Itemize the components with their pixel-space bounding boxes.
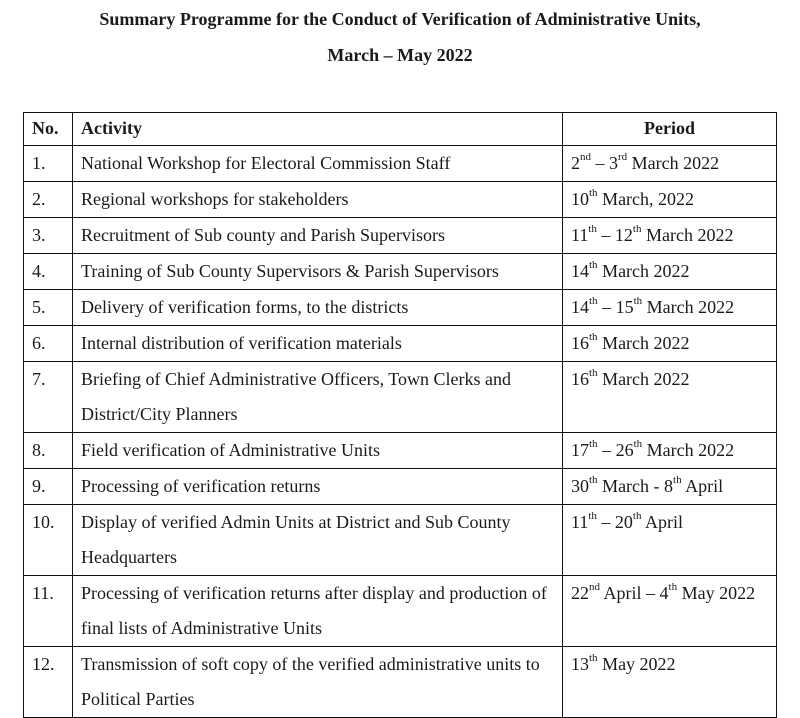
row-period: [563, 469, 777, 505]
period-text: March 2022: [627, 153, 720, 173]
period-text: April: [641, 512, 683, 532]
table-row: [24, 146, 777, 182]
row-number: 10.: [24, 505, 73, 576]
row-activity: Briefing of Chief Administrative Officers, Town Clerks and District/City Planners: [73, 362, 563, 433]
period-text: 16: [571, 333, 589, 353]
period-text: 2: [571, 153, 580, 173]
row-number: 5.: [24, 290, 73, 326]
period-text: 10: [571, 189, 589, 209]
period-text: March 2022: [641, 225, 734, 245]
table-row: [24, 290, 777, 326]
period-text: April: [681, 476, 724, 496]
ordinal-suffix: th: [589, 367, 598, 379]
period-text: 30: [571, 476, 589, 496]
table-header-row: [24, 113, 777, 146]
period-text: May 2022: [677, 583, 756, 603]
ordinal-suffix: th: [633, 438, 643, 450]
row-period: [563, 576, 777, 647]
ordinal-suffix: th: [589, 295, 598, 307]
table-row: [24, 218, 777, 254]
row-period: [563, 326, 777, 362]
row-activity: Field verification of Administrative Units: [73, 433, 563, 469]
row-number: 7.: [24, 362, 73, 433]
header-period: Period: [563, 113, 777, 146]
row-period: [563, 647, 777, 718]
row-period: [563, 505, 777, 576]
ordinal-suffix: nd: [589, 581, 600, 593]
period-text: – 15: [597, 297, 634, 317]
period-text: – 20: [596, 512, 633, 532]
row-number: 11.: [24, 576, 73, 647]
row-period: [563, 290, 777, 326]
row-activity: Internal distribution of verification materials: [73, 326, 563, 362]
row-period: [563, 362, 777, 433]
ordinal-suffix: th: [633, 295, 643, 307]
row-activity: Delivery of verification forms, to the districts: [73, 290, 563, 326]
row-number: 2.: [24, 182, 73, 218]
period-text: – 12: [596, 225, 633, 245]
row-number: 6.: [24, 326, 73, 362]
row-period: [563, 218, 777, 254]
row-activity: Processing of verification returns after display and production of final lists of Administrative Units: [73, 576, 563, 647]
table-row: [24, 469, 777, 505]
document-title: Summary Programme for the Conduct of Verification of Administrative Units,: [99, 9, 701, 29]
row-period: [563, 254, 777, 290]
row-period: [563, 433, 777, 469]
period-text: – 26: [597, 440, 634, 460]
header-activity: Activity: [73, 113, 563, 146]
table-row: [24, 576, 777, 647]
row-activity: Display of verified Admin Units at District and Sub County Headquarters: [73, 505, 563, 576]
header-no: No.: [24, 113, 73, 146]
period-text: 22: [571, 583, 589, 603]
period-text: March - 8: [597, 476, 674, 496]
period-text: 16: [571, 369, 589, 389]
period-text: March 2022: [597, 333, 690, 353]
row-activity: Regional workshops for stakeholders: [73, 182, 563, 218]
row-period: [563, 146, 777, 182]
row-activity: Processing of verification returns: [73, 469, 563, 505]
ordinal-suffix: rd: [618, 151, 628, 163]
period-text: 14: [571, 297, 589, 317]
row-activity: National Workshop for Electoral Commission Staff: [73, 146, 563, 182]
ordinal-suffix: th: [589, 438, 598, 450]
period-text: March 2022: [597, 369, 690, 389]
table-row: [24, 647, 777, 718]
ordinal-suffix: th: [588, 510, 597, 522]
ordinal-suffix: th: [632, 510, 642, 522]
period-text: March, 2022: [597, 189, 695, 209]
period-text: May 2022: [597, 654, 676, 674]
row-number: 9.: [24, 469, 73, 505]
row-activity: Recruitment of Sub county and Parish Supervisors: [73, 218, 563, 254]
ordinal-suffix: th: [589, 187, 598, 199]
ordinal-suffix: nd: [580, 151, 591, 163]
period-text: 17: [571, 440, 589, 460]
period-text: March 2022: [642, 297, 735, 317]
ordinal-suffix: th: [668, 581, 678, 593]
row-number: 8.: [24, 433, 73, 469]
period-text: April – 4: [600, 583, 669, 603]
row-number: 3.: [24, 218, 73, 254]
table-row: [24, 362, 777, 433]
ordinal-suffix: th: [673, 474, 682, 486]
period-text: 14: [571, 261, 589, 281]
ordinal-suffix: th: [632, 223, 642, 235]
ordinal-suffix: th: [588, 223, 597, 235]
programme-table: [23, 112, 777, 718]
period-text: – 3: [591, 153, 618, 173]
row-period: [563, 182, 777, 218]
table-row: [24, 254, 777, 290]
document-subtitle: March – May 2022: [327, 45, 473, 65]
row-activity: Training of Sub County Supervisors & Parish Supervisors: [73, 254, 563, 290]
table-row: [24, 433, 777, 469]
table-row: [24, 326, 777, 362]
table-row: [24, 182, 777, 218]
row-activity: Transmission of soft copy of the verified administrative units to Political Parties: [73, 647, 563, 718]
table-row: [24, 505, 777, 576]
period-text: 13: [571, 654, 589, 674]
ordinal-suffix: th: [589, 652, 598, 664]
row-number: 12.: [24, 647, 73, 718]
row-number: 4.: [24, 254, 73, 290]
period-text: 11: [571, 225, 589, 245]
ordinal-suffix: th: [589, 474, 598, 486]
ordinal-suffix: th: [589, 331, 598, 343]
period-text: March 2022: [597, 261, 690, 281]
row-number: 1.: [24, 146, 73, 182]
period-text: 11: [571, 512, 589, 532]
period-text: March 2022: [642, 440, 735, 460]
ordinal-suffix: th: [589, 259, 598, 271]
